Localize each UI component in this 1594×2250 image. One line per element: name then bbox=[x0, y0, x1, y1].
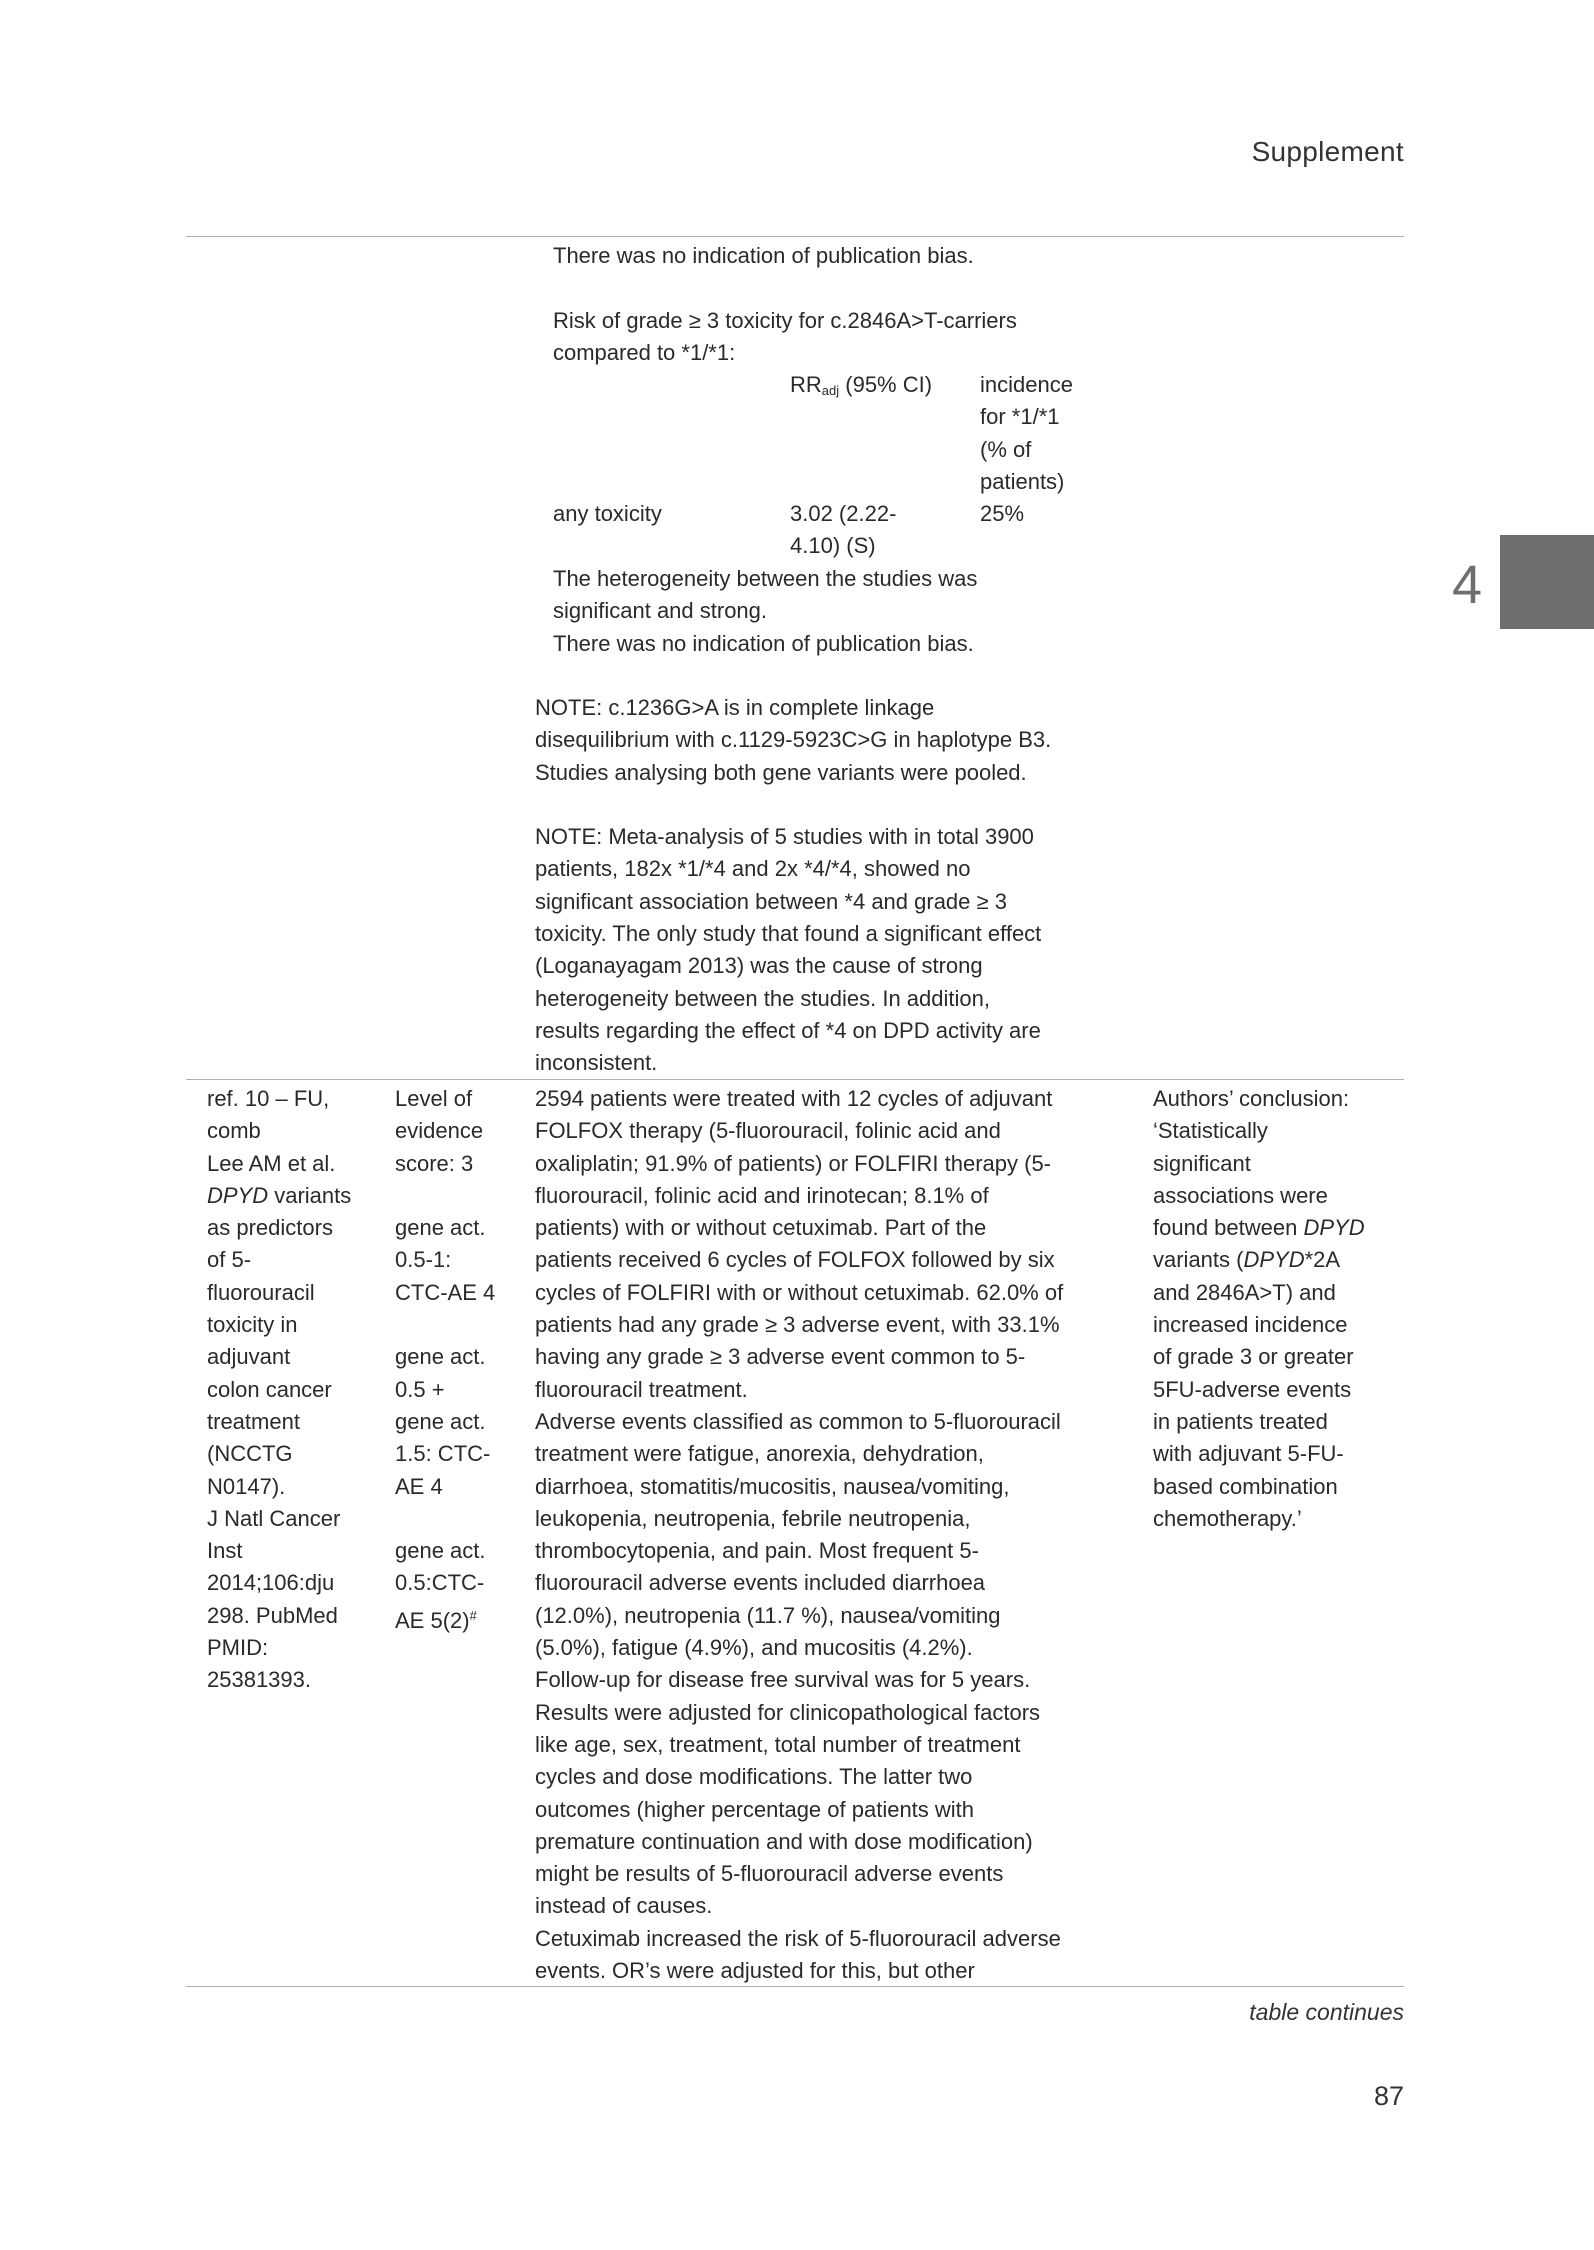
incidence-header-line: incidence bbox=[980, 372, 1073, 397]
incidence-header-line: for *1/*1 bbox=[980, 404, 1060, 430]
incidence-column-header bbox=[980, 369, 1073, 498]
risk-intro-line: compared to *1/*1: bbox=[553, 339, 736, 365]
gene-name: DPYD bbox=[207, 1182, 269, 1208]
risk-intro-line: Risk of grade ≥ 3 toxicity for c.2846A>T-carriers bbox=[553, 307, 1017, 333]
pub-bias-line: There was no indication of publication bias. bbox=[553, 243, 974, 268]
toxicity-row-incidence: 25% bbox=[980, 501, 1025, 526]
incidence-header-line: (% of bbox=[980, 436, 1032, 462]
continued-section bbox=[553, 240, 1153, 369]
gene-name: DPYD bbox=[1303, 1215, 1365, 1241]
toxicity-row-rr: 3.02 (2.22- 4.10) (S) bbox=[790, 501, 897, 559]
bottom-rule bbox=[186, 1986, 1404, 1987]
chapter-tab bbox=[1500, 535, 1594, 629]
evidence-column: Level of evidence score: 3 gene act. 0.5-1: CTC-AE 4 gene act. 0.5 + gene act. 1.5: CTC- AE 4 gene act. 0.5:CTC- AE 5(2)# bbox=[395, 1086, 496, 1633]
conclusion-column: Authors’ conclusion: ‘Statistically significant associations were found between DPYD variants (DPYD*2A and 2846A>T) and increased incidence of grade 3 or greater 5FU-adverse events in patients treated with adjuvant 5-FU- based combination chemotherapy.’ bbox=[1153, 1086, 1365, 1531]
rr-subscript: adj bbox=[821, 383, 840, 398]
pub-bias-line: There was no indication of publication bias. bbox=[553, 630, 974, 656]
rr-column-header bbox=[790, 369, 932, 401]
section-header: Supplement bbox=[1251, 136, 1404, 167]
page-number: 87 bbox=[1373, 2081, 1404, 2111]
rr-suffix: (95% CI) bbox=[839, 372, 933, 397]
toxicity-row-label: any toxicity bbox=[553, 501, 662, 526]
reference-column: ref. 10 – FU, comb Lee AM et al. DPYD variants as predictors of 5- fluorouracil toxicity in adjuvant colon cancer treatment (NCCTG N0147). J Natl Cancer Inst 2014;106:dju 298. PubMed PMID: 25381393. bbox=[207, 1086, 352, 1693]
incidence-header-line: patients) bbox=[980, 468, 1065, 494]
heterogeneity-text: The heterogeneity between the studies was significant and strong. There was no indication of publication bias. bbox=[553, 563, 977, 660]
note-linkage: NOTE: c.1236G>A is in complete linkage disequilibrium with c.1129-5923C>G in haplotype B3. Studies analysing both gene variants were pooled. NOTE: Meta-analysis of 5 studies with in total 3900 patients, 182x *1/*4 and 2x *4/*4, showed no significant association between *4 and grade ≥ 3 toxicity. The only study that found a significant effect (Loganayagam 2013) was the cause of strong heterogeneity between the studies. In addition, results regarding the effect of *4 on DPD activity are inconsistent. bbox=[535, 695, 1052, 1076]
chapter-tab-number: 4 bbox=[1452, 555, 1483, 615]
row-divider bbox=[186, 1079, 1404, 1080]
summary-column: 2594 patients were treated with 12 cycles of adjuvant FOLFOX therapy (5-fluorouracil, folinic acid and oxaliplatin; 91.9% of patients) or FOLFIRI therapy (5- fluorouracil, folinic acid and irinotecan; 8.1% of patients) with or without cetuximab. Part of the patients received 6 cycles of FOLFOX followed by six cycles of FOLFIRI with or without cetuximab. 62.0% of patients had any grade ≥ 3 adverse event, with 33.1% having any grade ≥ 3 adverse event common to 5- fluorouracil treatment. Adverse events classified as common to 5-fluorouracil treatment were fatigue, anorexia, dehydration, diarrhoea, stomatitis/mucositis, nausea/vomiting, leukopenia, neutropenia, febrile neutropenia, thrombocytopenia, and pain. Most frequent 5- fluorouracil adverse events included diarrhoea (12.0%), neutropenia (11.7 %), nausea/vomiting (5.0%), fatigue (4.9%), and mucositis (4.2%). Follow-up for disease free survival was for 5 years. Results were adjusted for clinicopathological factors like age, sex, treatment, total number of treatment cycles and dose modifications. The latter two outcomes (higher percentage of patients with premature continuation and with dose modification) might be results of 5-fluorouracil adverse events instead of causes. Cetuximab increased the risk of 5-fluorouracil adverse events. OR’s were adjusted for this, but other bbox=[535, 1086, 1064, 1984]
rr-label: RR bbox=[790, 372, 822, 397]
table-continues-note: table continues bbox=[1249, 1999, 1404, 2025]
top-rule bbox=[186, 236, 1404, 237]
gene-name: DPYD bbox=[1243, 1247, 1305, 1273]
